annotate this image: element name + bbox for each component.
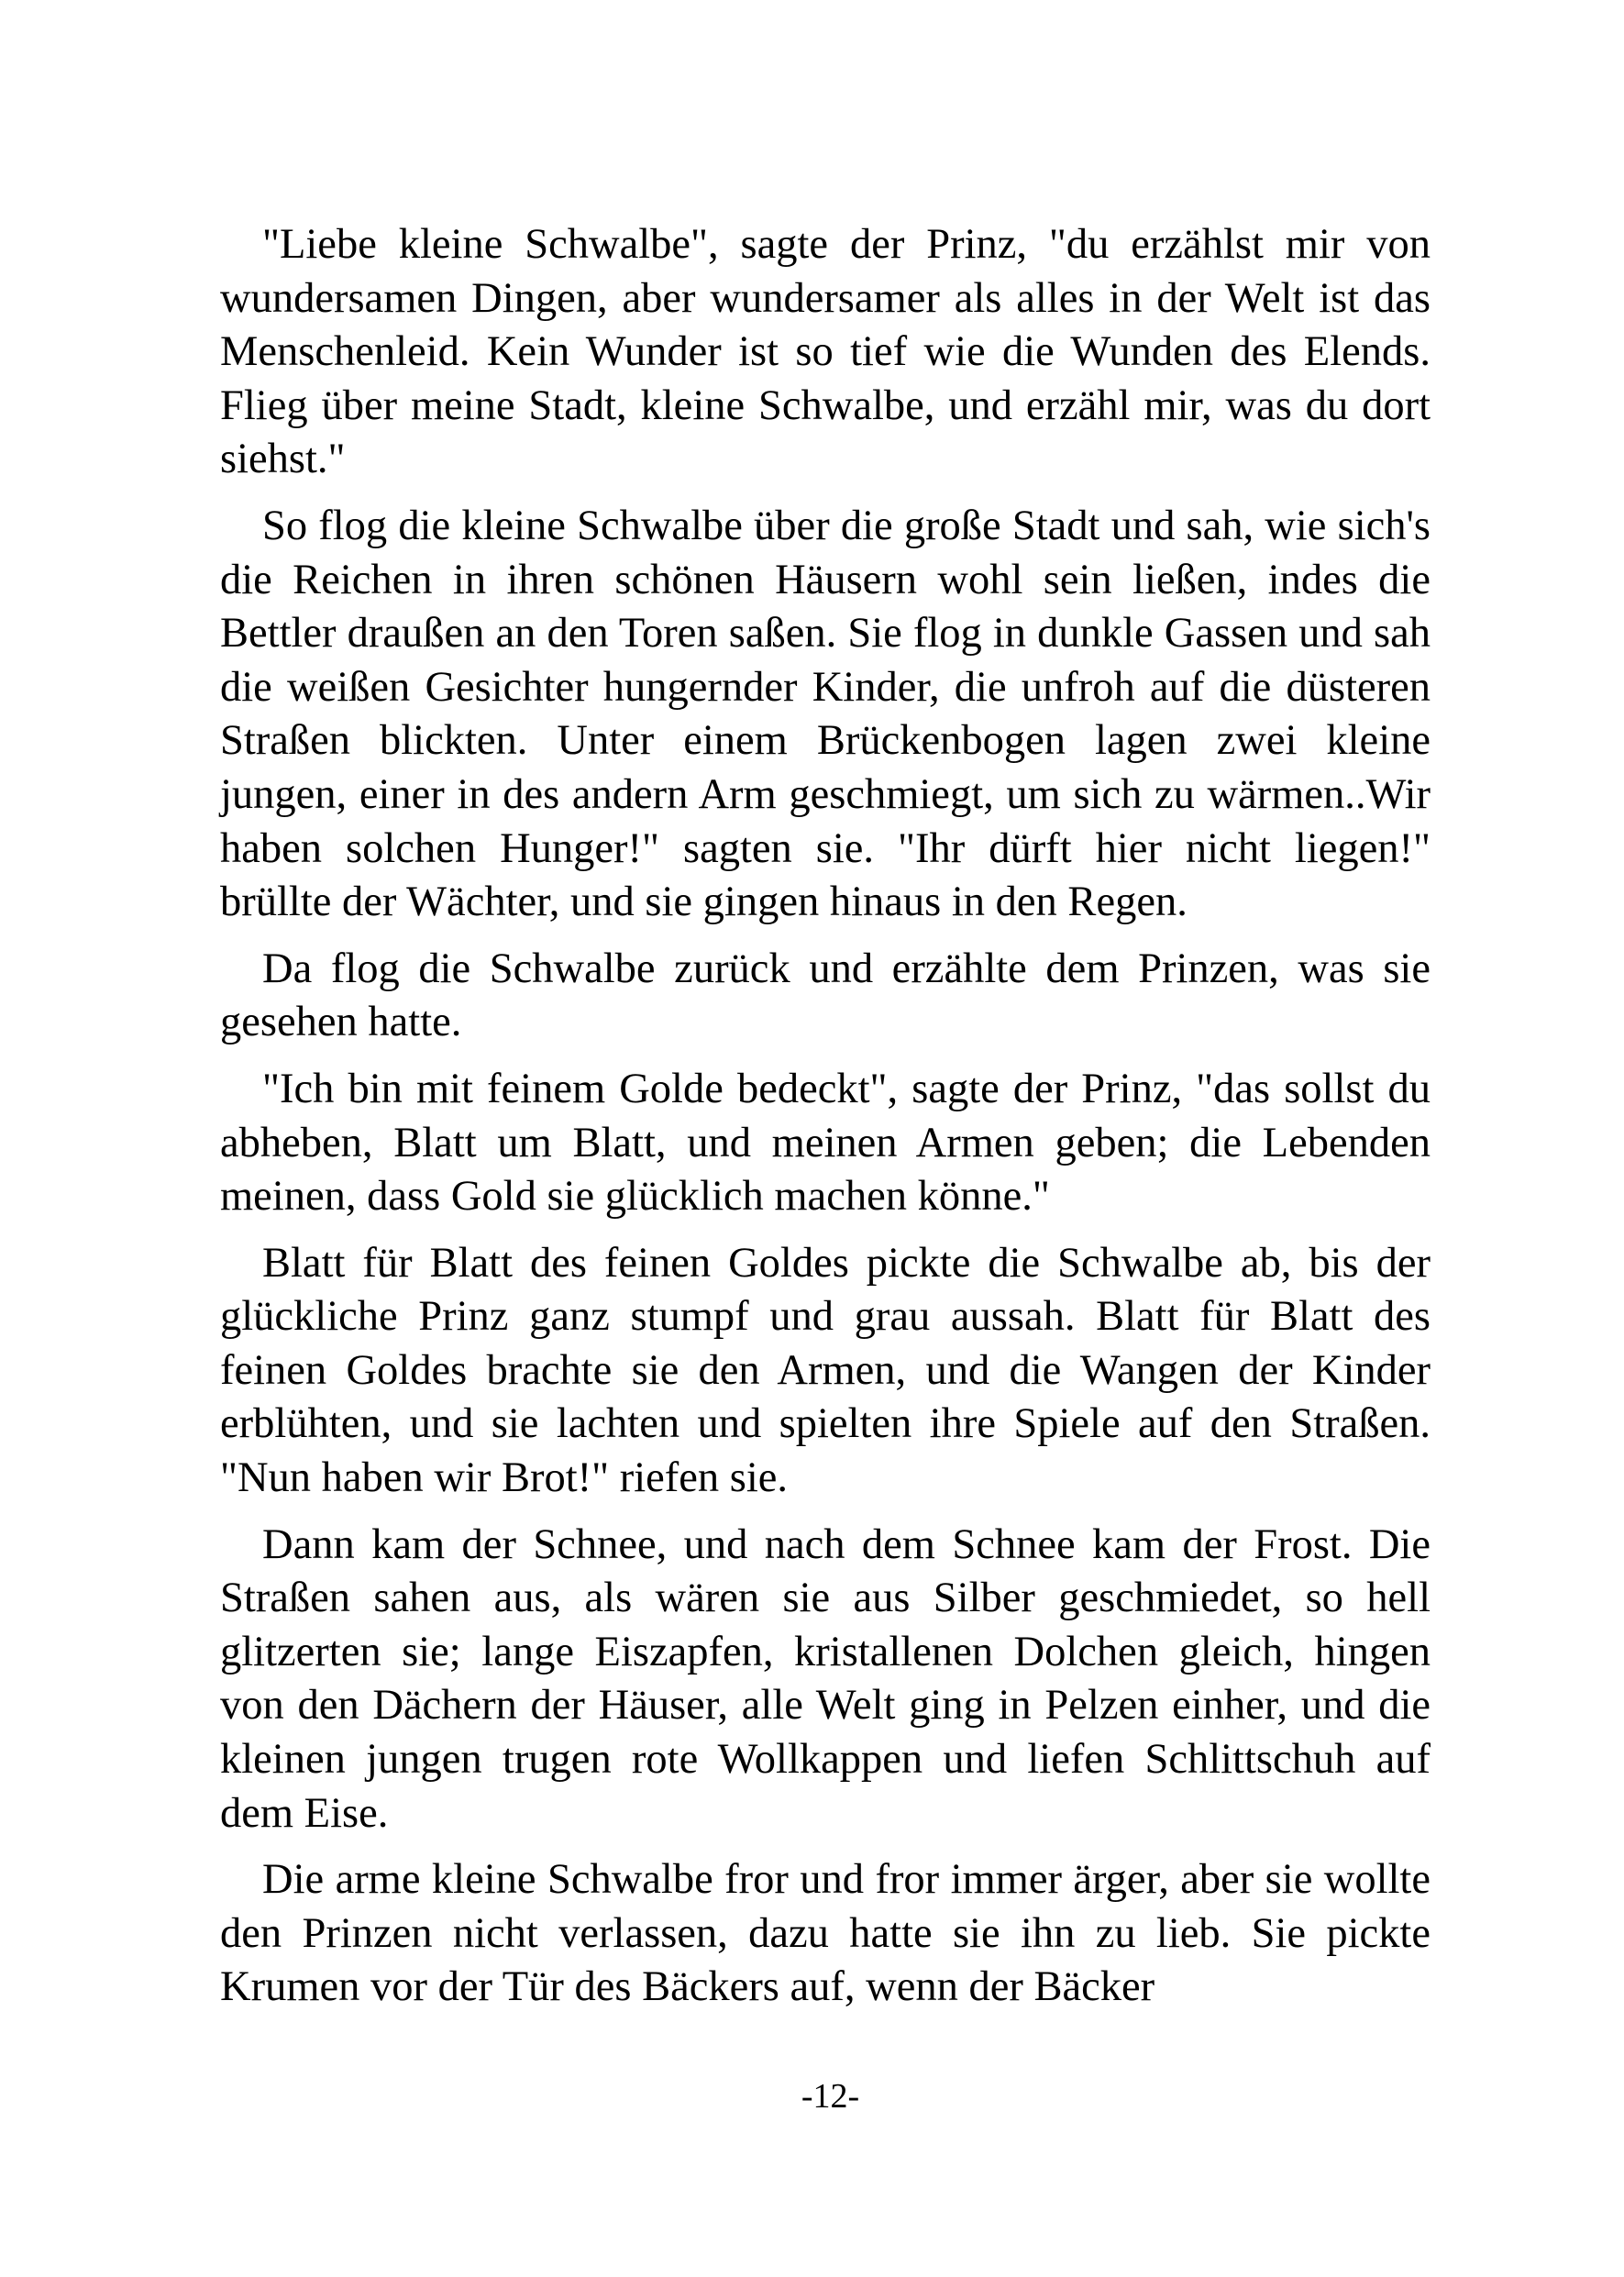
paragraph-3: Da flog die Schwalbe zurück und erzählte dem Prinzen, was sie gesehen hatte. [220,945,1431,1046]
paragraph-7: Die arme kleine Schwalbe fror und fror immer ärger, aber sie wollte den Prinzen nicht verlassen, dazu hatte sie ihn zu lieb. Sie pickte Krumen vor der Tür des Bäckers auf, wenn der Bäcker [220,1856,1431,2011]
paragraph-4: "Ich bin mit feinem Golde bedeckt", sagte der Prinz, "das sollst du abheben, Blatt um Blatt, und meinen Armen geben; die Lebenden meinen, dass Gold sie glücklich machen könne." [220,1065,1431,1221]
paragraph-1: "Liebe kleine Schwalbe", sagte der Prinz, "du erzählst mir von wundersamen Dingen, aber wundersamer als alles in der Welt ist das Menschenleid. Kein Wunder ist so tief wie die Wunden des Elends. Flieg über meine Stadt, kleine Schwalbe, und erzähl mir, was du dort siehst." [220,221,1431,483]
paragraph-6: Dann kam der Schnee, und nach dem Schnee kam der Frost. Die Straßen sahen aus, als wären sie aus Silber geschmiedet, so hell glitzerten sie; lange Eiszapfen, kristallenen Dolchen gleich, hingen von den Dächern der Häuser, alle Welt ging in Pelzen einher, und die kleinen jungen trugen rote Wollkappen und liefen Schlittschuh auf dem Eise. [220,1520,1431,1837]
paragraph-5: Blatt für Blatt des feinen Goldes pickte die Schwalbe ab, bis der glückliche Prinz ganz stumpf und grau aussah. Blatt für Blatt des feinen Goldes brachte sie den Armen, und die Wangen der Kinder erblühten, und sie lachten und spielten ihre Spiele auf den Straßen. "Nun haben wir Brot!" riefen sie. [220,1239,1431,1502]
page-number: -12- [801,2077,860,2116]
body-text [220,218,1431,2028]
paragraph-2: So flog die kleine Schwalbe über die große Stadt und sah, wie sich's die Reichen in ihren schönen Häusern wohl sein ließen, indes die Bettler draußen an den Toren saßen. Sie flog in dunkle Gassen und sah die weißen Gesichter hungernder Kinder, die unfroh auf die düsteren Straßen blickten. Unter einem Brückenbogen lagen zwei kleine jungen, einer in des andern Arm geschmiegt, um sich zu wärmen..Wir haben solchen Hunger!" sagten sie. "Ihr dürft hier nicht liegen!" brüllte der Wächter, und sie gingen hinaus in den Regen. [220,502,1431,926]
